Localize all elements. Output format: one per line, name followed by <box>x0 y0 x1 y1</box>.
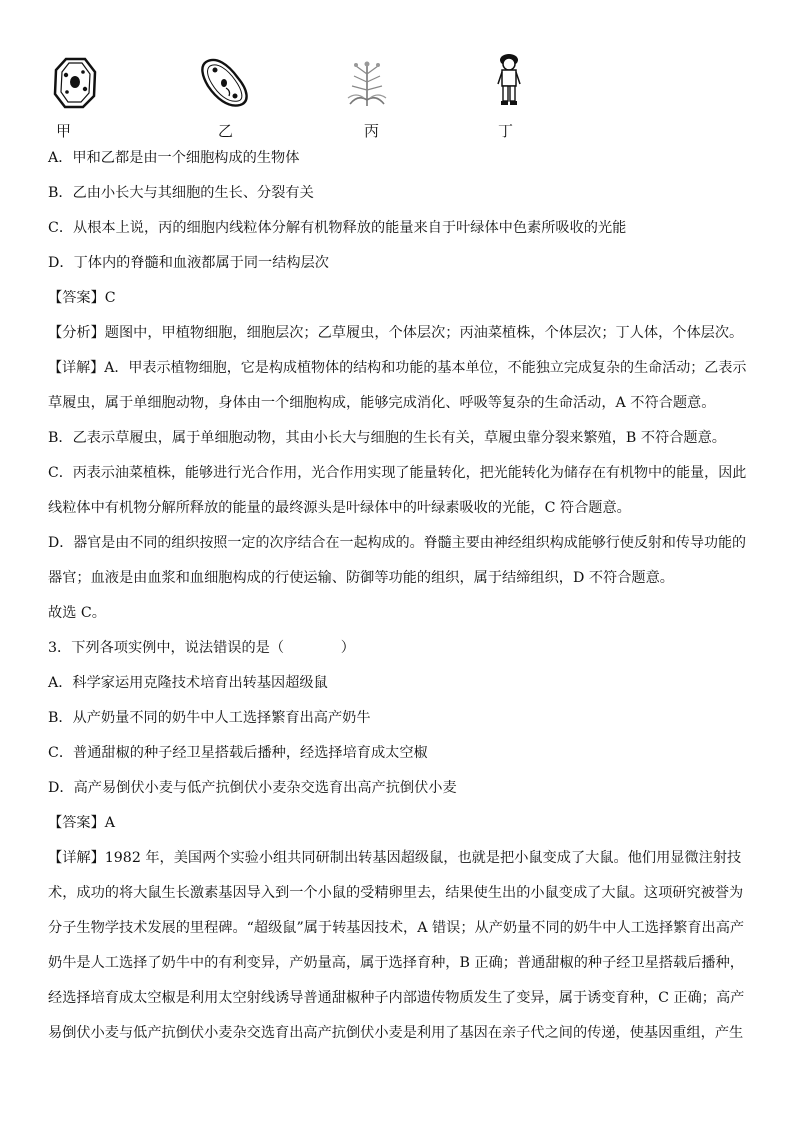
figure-label-jia: 甲 <box>56 122 72 140</box>
figure-label-ding: 丁 <box>498 122 514 140</box>
q3-option-d: D．高产易倒伏小麦与低产抗倒伏小麦杂交选育出高产抗倒伏小麦 <box>48 780 457 796</box>
analysis: 【分析】题图中，甲植物细胞，细胞层次；乙草履虫，个体层次；丙油菜植株，个体层次；丁人体，个体层次。 <box>48 325 744 341</box>
plant-cell-icon <box>52 56 98 110</box>
q3-explanation-line: 经选择培育成太空椒是利用太空射线诱导普通甜椒种子内部遗传物质发生了变异，属于诱变育种，C 正确；高产 <box>48 990 745 1006</box>
figure-row <box>0 52 794 142</box>
paramecium-icon <box>198 56 252 108</box>
conclusion: 故选 C。 <box>48 605 106 621</box>
figure-label-yi: 乙 <box>218 122 234 140</box>
explanation-line: B．乙表示草履虫，属于单细胞动物，其由小长大与细胞的生长有关，草履虫靠分裂来繁殖，B 不符合题意。 <box>48 430 726 446</box>
q3-explanation-line: 奶牛是人工选择了奶牛中的有利变异，产奶量高，属于选择育种，B 正确；普通甜椒的种子经卫星搭载后播种， <box>48 955 744 971</box>
explanation-line: 草履虫，属于单细胞动物，身体由一个细胞构成，能够完成消化、呼吸等复杂的生命活动，A 不符合题意。 <box>48 395 716 411</box>
q3-option-c: C．普通甜椒的种子经卫星搭载后播种，经选择培育成太空椒 <box>48 745 428 761</box>
explanation-line: 【详解】A．甲表示植物细胞，它是构成植物体的结构和功能的基本单位，不能独立完成复杂的生命活动；乙表示 <box>48 360 747 376</box>
q3-explanation-line: 分子生物学技术发展的里程碑。“超级鼠”属于转基因技术，A 错误；从产奶量不同的奶牛中人工选择繁育出高产 <box>48 920 745 936</box>
rape-plant-icon <box>344 58 390 108</box>
explanation-line: 线粒体中有机物分解所释放的能量的最终源头是叶绿体中的叶绿素吸收的光能，C 符合题意。 <box>48 500 631 516</box>
q3-answer: 【答案】A <box>48 815 115 831</box>
option-c: C．从根本上说，丙的细胞内线粒体分解有机物释放的能量来自于叶绿体中色素所吸收的光能 <box>48 220 627 236</box>
question-3: 3．下列各项实例中，说法错误的是（ ） <box>48 640 355 656</box>
q3-option-b: B．从产奶量不同的奶牛中人工选择繁育出高产奶牛 <box>48 710 371 726</box>
option-b: B．乙由小长大与其细胞的生长、分裂有关 <box>48 185 314 201</box>
figure-label-bing: 丙 <box>364 122 380 140</box>
q3-option-a: A．科学家运用克隆技术培育出转基因超级鼠 <box>48 675 328 691</box>
option-d: D．丁体内的脊髓和血液都属于同一结构层次 <box>48 255 329 271</box>
q3-explanation-line: 易倒伏小麦与低产抗倒伏小麦杂交选育出高产抗倒伏小麦是利用了基因在亲子代之间的传递，使基因重组，产生 <box>48 1025 744 1041</box>
option-a: A．甲和乙都是由一个细胞构成的生物体 <box>48 150 300 166</box>
q3-explanation-line: 【详解】1982 年，美国两个实验小组共同研制出转基因超级鼠，也就是把小鼠变成了大鼠。他们用显微注射技 <box>48 850 742 866</box>
answer: 【答案】C <box>48 290 116 306</box>
explanation-line: C．丙表示油菜植株，能够进行光合作用，光合作用实现了能量转化，把光能转化为储存在有机物中的能量，因此 <box>48 465 747 481</box>
q3-explanation-line: 术，成功的将大鼠生长激素基因导入到一个小鼠的受精卵里去，结果使生出的小鼠变成了大鼠。这项研究被誉为 <box>48 885 744 901</box>
boy-icon <box>494 52 524 108</box>
explanation-line: D．器官是由不同的组织按照一定的次序结合在一起构成的。脊髓主要由神经组织构成能够行使反射和传导功能的 <box>48 535 747 551</box>
explanation-line: 器官；血液是由血浆和血细胞构成的行使运输、防御等功能的组织，属于结缔组织，D 不符合题意。 <box>48 570 674 586</box>
